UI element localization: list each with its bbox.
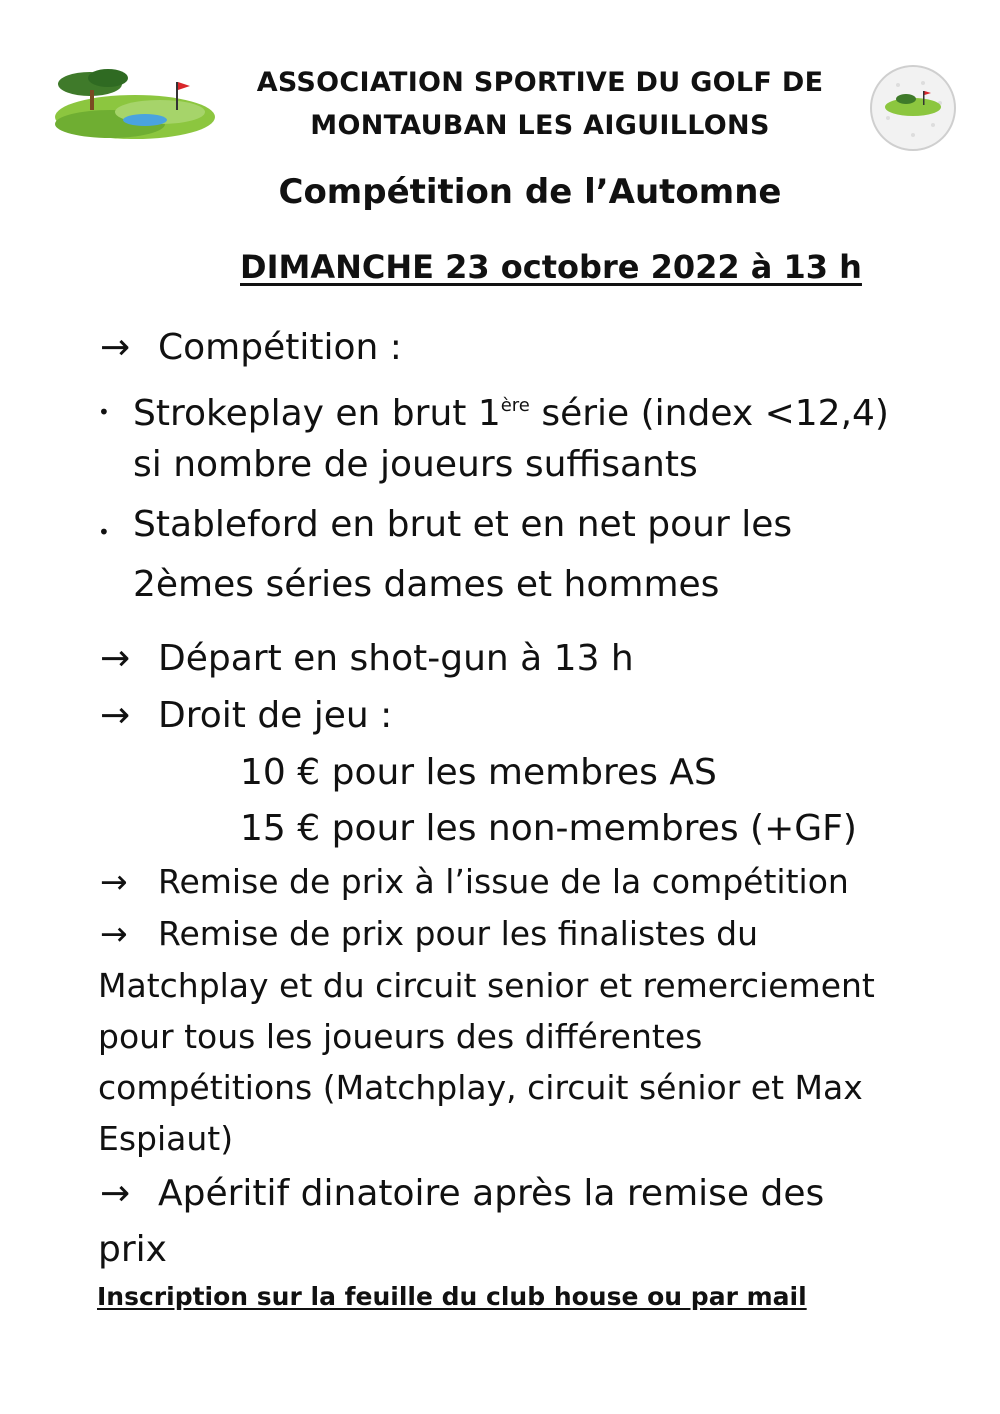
fee-members: 10 € pour les membres AS bbox=[240, 752, 717, 793]
aperitif-item-line2: prix bbox=[98, 1229, 167, 1270]
fee-non-members: 15 € pour les non-membres (+GF) bbox=[240, 808, 857, 849]
arrow-icon: → bbox=[100, 914, 128, 953]
registration-note: Inscription sur la feuille du club house ou par mail bbox=[97, 1282, 807, 1311]
arrow-icon: → bbox=[100, 638, 131, 679]
bullet-icon: • bbox=[98, 400, 110, 424]
bullet-icon: • bbox=[98, 520, 110, 544]
arrow-icon: → bbox=[100, 695, 131, 736]
organization-name-line2: MONTAUBAN LES AIGUILLONS bbox=[310, 110, 770, 141]
event-date: DIMANCHE 23 octobre 2022 à 13 h bbox=[240, 248, 862, 286]
arrow-icon: → bbox=[100, 1173, 131, 1214]
golf-ball-logo bbox=[868, 63, 958, 153]
arrow-icon: → bbox=[100, 327, 131, 368]
strokeplay-item-line2: si nombre de joueurs suffisants bbox=[133, 444, 698, 485]
aperitif-item: → Apéritif dinatoire après la remise des bbox=[100, 1173, 825, 1214]
competition-heading bbox=[100, 326, 402, 370]
finalists-prize-line2: Matchplay et du circuit senior et remerciement bbox=[98, 966, 875, 1005]
prize-ceremony-item: → Remise de prix à l’issue de la compétition bbox=[100, 860, 849, 904]
droit-de-jeu-heading: → Droit de jeu : bbox=[100, 695, 393, 736]
depart-item: → Départ en shot-gun à 13 h bbox=[100, 638, 634, 679]
strokeplay-item: Strokeplay en brut 1ère série (index <12,4) bbox=[133, 393, 889, 434]
golf-course-logo bbox=[50, 62, 215, 142]
stableford-item-line2: 2èmes séries dames et hommes bbox=[133, 564, 720, 605]
page-title: Compétition de l’Automne bbox=[278, 172, 782, 212]
finalists-prize-item: → Remise de prix pour les finalistes du bbox=[100, 912, 758, 956]
finalists-prize-line5: Espiaut) bbox=[98, 1119, 234, 1158]
arrow-icon: → bbox=[100, 862, 128, 901]
organization-name-line1: ASSOCIATION SPORTIVE DU GOLF DE bbox=[256, 67, 824, 98]
finalists-prize-line4: compétitions (Matchplay, circuit sénior et Max bbox=[98, 1068, 863, 1107]
stableford-item: Stableford en brut et en net pour les bbox=[133, 504, 793, 545]
competition-label: Compétition : bbox=[158, 327, 402, 368]
finalists-prize-line3: pour tous les joueurs des différentes bbox=[98, 1017, 703, 1056]
